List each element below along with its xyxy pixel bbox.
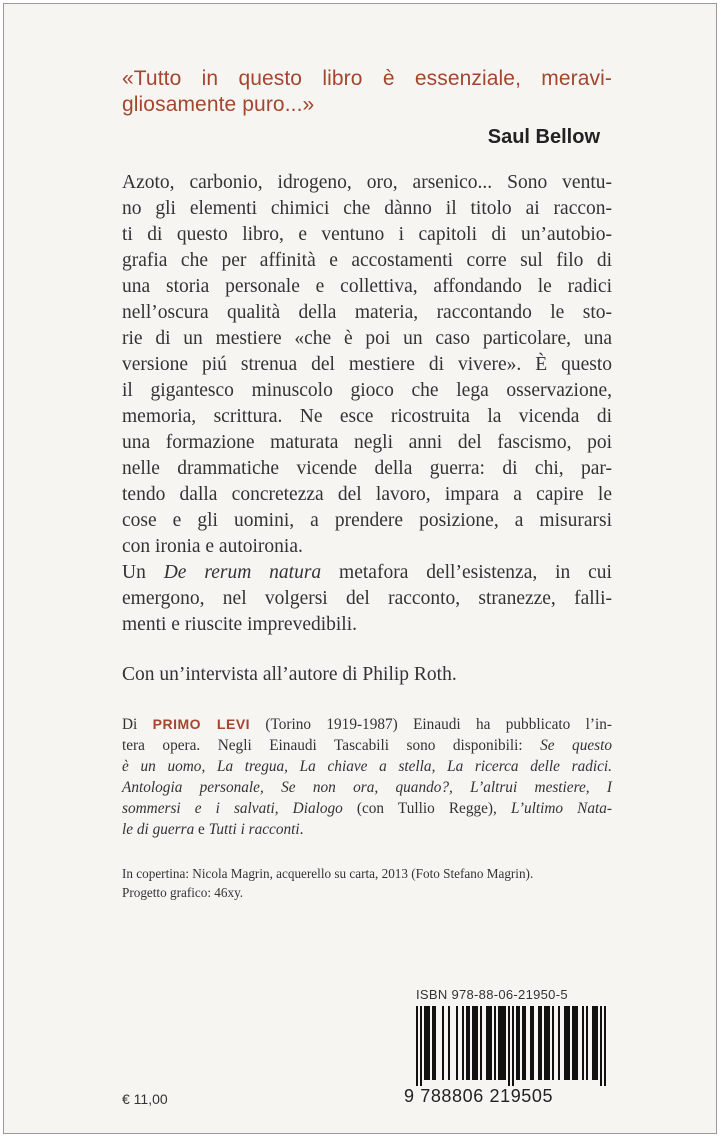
barcode-bar — [462, 1006, 464, 1080]
blurb-line: ti di questo libro, e ventuno i capitoli di un’autobio- — [122, 224, 612, 245]
barcode-bar — [516, 1006, 518, 1080]
barcode-bar — [568, 1006, 570, 1080]
blurb-line: una storia personale e collettiva, affondando le radici — [122, 276, 612, 297]
barcode-bar — [426, 1006, 428, 1080]
blurb-line: il gigantesco minuscolo gioco che lega osservazione, — [122, 380, 612, 401]
blurb-text: Un — [122, 562, 164, 583]
blurb-line: nelle drammatiche vicende della guerra: di chi, par- — [122, 458, 612, 479]
barcode-bar — [586, 1006, 588, 1080]
barcode-bar — [500, 1006, 502, 1080]
price-label: € 11,00 — [122, 1091, 168, 1107]
blurb-line — [122, 560, 612, 586]
barcode-bar — [494, 1006, 496, 1080]
barcode-bar — [456, 1006, 458, 1080]
blurb-line: Azoto, carbonio, idrogeno, oro, arsenico... Sono ventu- — [122, 172, 612, 193]
bio-text: . — [299, 821, 304, 838]
barcode-bar — [596, 1006, 598, 1080]
barcode-bar — [558, 1006, 560, 1080]
bio-line — [122, 735, 612, 756]
barcode-image — [404, 1006, 610, 1086]
barcode-digits: 9 788806 219505 — [404, 1086, 554, 1106]
blurb-line: memoria, scrittura. Ne esce ricostruita la vicenda di — [122, 406, 612, 427]
blurb-line: nell’oscura qualità della materia, raccontando le sto- — [122, 302, 612, 323]
bio-title-italic: L’ultimo Nata- — [510, 800, 613, 817]
barcode-bar — [424, 1006, 426, 1080]
barcode-bar — [512, 1006, 514, 1086]
barcode-bar — [604, 1006, 606, 1086]
bio-line — [122, 798, 612, 819]
quote-line-2: gliosamente puro...» — [122, 93, 315, 116]
bio-title-italic: Se questo — [540, 737, 612, 754]
blurb-line: rie di un mestiere «che è poi un caso particolare, una — [122, 328, 612, 349]
barcode-bar — [552, 1006, 554, 1080]
quote-line-1: «Tutto in questo libro è essenziale, meravi- — [122, 67, 612, 90]
bio-title-italic: è un uomo, La tregua, La chiave a stella, La ricerca delle radici. — [122, 758, 612, 775]
bio-line — [122, 819, 612, 840]
barcode-bar — [504, 1006, 506, 1080]
isbn-label: ISBN 978-88-06-21950-5 — [416, 987, 568, 1002]
quote-author: Saul Bellow — [487, 126, 600, 148]
barcode-bar — [594, 1006, 596, 1080]
bio-title-italic: sommersi e i salvati, Dialogo — [122, 800, 343, 817]
barcode-bar — [476, 1006, 478, 1080]
blurb-line: una formazione maturata negli anni del fascismo, poi — [122, 432, 612, 453]
bio-line — [122, 714, 612, 735]
barcode-bar — [546, 1006, 548, 1080]
barcode-bar — [564, 1006, 566, 1080]
interview-note: Con un’intervista all’autore di Philip Roth. — [122, 664, 457, 685]
author-name: PRIMO LEVI — [152, 716, 251, 732]
bio-line — [122, 756, 612, 777]
barcode-bar — [532, 1006, 534, 1080]
bio-title-italic: Antologia personale, Se non ora, quando?, L’altrui mestiere, I — [122, 779, 612, 796]
blurb-line: tendo dalla concretezza del lavoro, impara a capire le — [122, 484, 612, 505]
bio-text: tera opera. Negli Einaudi Tascabili sono disponibili: — [122, 737, 541, 754]
bio-text: (Torino 1919-1987) Einaudi ha pubblicato l’in- — [250, 716, 612, 733]
credits-line: Progetto grafico: 46xy. — [122, 885, 244, 900]
bio-line — [122, 777, 612, 798]
barcode-bar — [518, 1006, 520, 1080]
blurb-line: versione piú strenua del mestiere di vivere». È questo — [122, 354, 612, 375]
barcode-bar — [486, 1006, 488, 1080]
barcode-bar — [572, 1006, 574, 1080]
barcode-bar — [530, 1006, 532, 1080]
barcode-bar — [582, 1006, 584, 1080]
blurb-line: cose e gli uomini, a prendere posizione, a misurarsi — [122, 510, 612, 531]
barcode-bar — [548, 1006, 550, 1080]
bio-text: (con Tullio Regge), — [342, 800, 511, 817]
barcode-bar — [540, 1006, 542, 1080]
cover-credits — [122, 864, 622, 902]
blurb-line: con ironia e autoironia. — [122, 536, 303, 557]
barcode-bar — [490, 1006, 492, 1080]
barcode-bar — [442, 1006, 444, 1080]
barcode-bar — [498, 1006, 500, 1080]
bio-title-italic: Tutti i racconti — [208, 821, 300, 838]
barcode-bar — [480, 1006, 482, 1080]
blurb-text: metafora dell’esistenza, in cui — [321, 562, 612, 583]
barcode-bar — [416, 1006, 418, 1086]
blurb-line: emergono, nel volgersi del racconto, stranezze, falli- — [122, 588, 612, 609]
blurb-line: grafia che per affinità e accostamenti corre sul filo di — [122, 250, 612, 271]
credits-line: In copertina: Nicola Magrin, acquerello su carta, 2013 (Foto Stefano Magrin). — [122, 866, 534, 881]
blurb-title-italic: De rerum natura — [163, 562, 322, 583]
review-quote — [122, 66, 612, 118]
barcode-bar — [574, 1006, 576, 1080]
barcode-bar — [592, 1006, 594, 1080]
barcode-bar — [432, 1006, 434, 1080]
blurb-line: menti e riuscite imprevedibili. — [122, 614, 358, 635]
bio-title-italic: le di guerra — [122, 821, 195, 838]
barcode-bar — [448, 1006, 450, 1080]
book-back-cover — [3, 3, 717, 1134]
bio-text: Di — [122, 716, 153, 733]
barcode-bar — [522, 1006, 524, 1080]
barcode-bar — [420, 1006, 422, 1086]
barcode-bar — [434, 1006, 436, 1080]
barcode-bar — [524, 1006, 526, 1080]
barcode-bar — [502, 1006, 504, 1080]
barcode-bar — [428, 1006, 430, 1080]
blurb-line: no gli elementi chimici che dànno il titolo ai raccon- — [122, 198, 612, 219]
barcode-bar — [600, 1006, 602, 1086]
author-bio — [122, 714, 612, 840]
barcode-bar — [466, 1006, 468, 1080]
book-blurb — [122, 170, 612, 638]
barcode-bar — [488, 1006, 490, 1080]
barcode-bar — [576, 1006, 578, 1080]
barcode-bar — [566, 1006, 568, 1080]
bio-text: e — [194, 821, 209, 838]
barcode-bar — [472, 1006, 474, 1080]
barcode-bar — [474, 1006, 476, 1080]
barcode-bar — [538, 1006, 540, 1080]
barcode-bar — [468, 1006, 470, 1080]
barcode-bar — [544, 1006, 546, 1080]
barcode-bar — [508, 1006, 510, 1086]
